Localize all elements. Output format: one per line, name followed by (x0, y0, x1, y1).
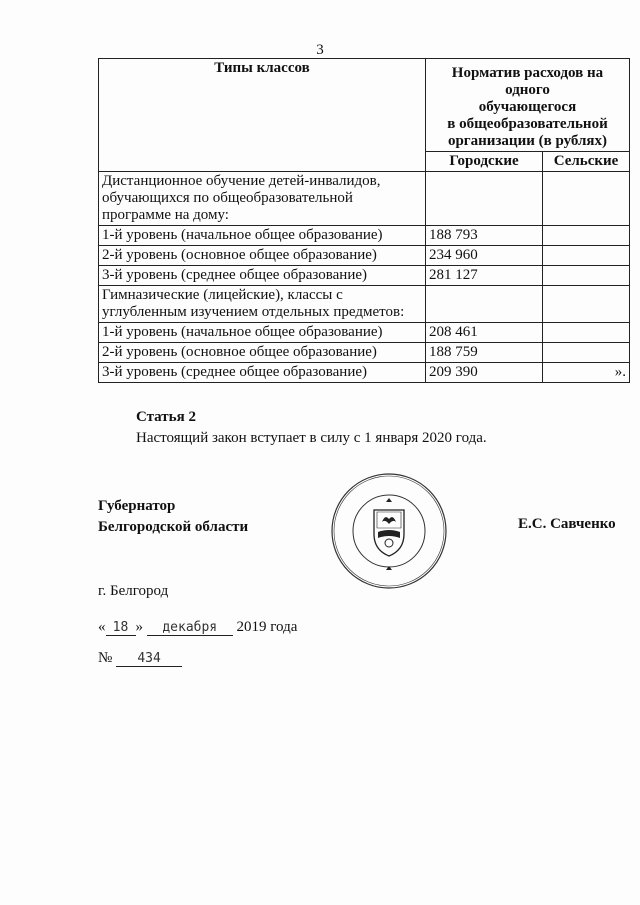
row-rural-value: ». (543, 363, 630, 383)
document-number (98, 650, 182, 667)
norms-table (98, 58, 630, 383)
row-city-value: 281 127 (426, 266, 543, 286)
governor-name: Е.С. Савченко (518, 516, 616, 532)
table-row (99, 363, 630, 383)
row-label: 1-й уровень (начальное общее образование) (99, 323, 426, 343)
row-label: 1-й уровень (начальное общее образование) (99, 226, 426, 246)
row-rural-value (543, 286, 630, 323)
row-city-value: 234 960 (426, 246, 543, 266)
row-label: 3-й уровень (среднее общее образование) (99, 363, 426, 383)
date-close-quote: » (135, 619, 143, 635)
table-row (99, 266, 630, 286)
number-value: 434 (116, 651, 182, 667)
date-day: 18 (106, 620, 136, 636)
row-city-value: 208 461 (426, 323, 543, 343)
row-label: 3-й уровень (среднее общее образование) (99, 266, 426, 286)
table-row (99, 343, 630, 363)
table-header-row (99, 59, 630, 152)
row-rural-value (543, 323, 630, 343)
header-class-types: Типы классов (99, 59, 426, 172)
governor-position-line: Белгородской области (98, 519, 249, 535)
governor-position (98, 496, 248, 538)
table-row (99, 172, 630, 226)
header-norm (426, 59, 630, 152)
row-label: Гимназические (лицейские), классы с углубленным изучением отдельных предметов: (99, 286, 426, 323)
row-rural-value (543, 266, 630, 286)
date-month: декабря (147, 620, 233, 636)
row-city-value (426, 286, 543, 323)
article-title: Статья 2 (136, 409, 196, 425)
governor-position-line: Губернатор (98, 498, 176, 514)
header-norm-line: Норматив расходов на (451, 65, 604, 81)
date-open-quote: « (98, 619, 106, 635)
row-city-value: 188 759 (426, 343, 543, 363)
table-row (99, 286, 630, 323)
row-city-value: 188 793 (426, 226, 543, 246)
row-rural-value (543, 246, 630, 266)
number-label: № (98, 650, 113, 666)
city: г. Белгород (98, 583, 169, 599)
row-rural-value (543, 226, 630, 246)
row-city-value (426, 172, 543, 226)
article-text: Настоящий закон вступает в силу с 1 января 2020 года. (136, 430, 487, 446)
header-norm-line: организации (в рублях) (447, 133, 608, 149)
header-city: Городские (426, 152, 543, 172)
official-seal-icon (330, 472, 448, 590)
row-rural-value (543, 172, 630, 226)
header-norm-line: одного (505, 82, 550, 98)
row-rural-value (543, 343, 630, 363)
table-row (99, 323, 630, 343)
header-norm-line: обучающегося (478, 99, 577, 115)
row-label: 2-й уровень (основное общее образование) (99, 343, 426, 363)
header-rural: Сельские (543, 152, 630, 172)
table-row (99, 246, 630, 266)
table-row (99, 226, 630, 246)
row-label: 2-й уровень (основное общее образование) (99, 246, 426, 266)
signing-date (98, 619, 297, 636)
row-label: Дистанционное обучение детей-инвалидов, обучающихся по общеобразовательной программе на дому: (99, 172, 426, 226)
header-norm-line: в общеобразовательной (447, 116, 608, 132)
page-number: 3 (316, 42, 324, 58)
row-city-value: 209 390 (426, 363, 543, 383)
date-year: 2019 года (236, 619, 298, 635)
